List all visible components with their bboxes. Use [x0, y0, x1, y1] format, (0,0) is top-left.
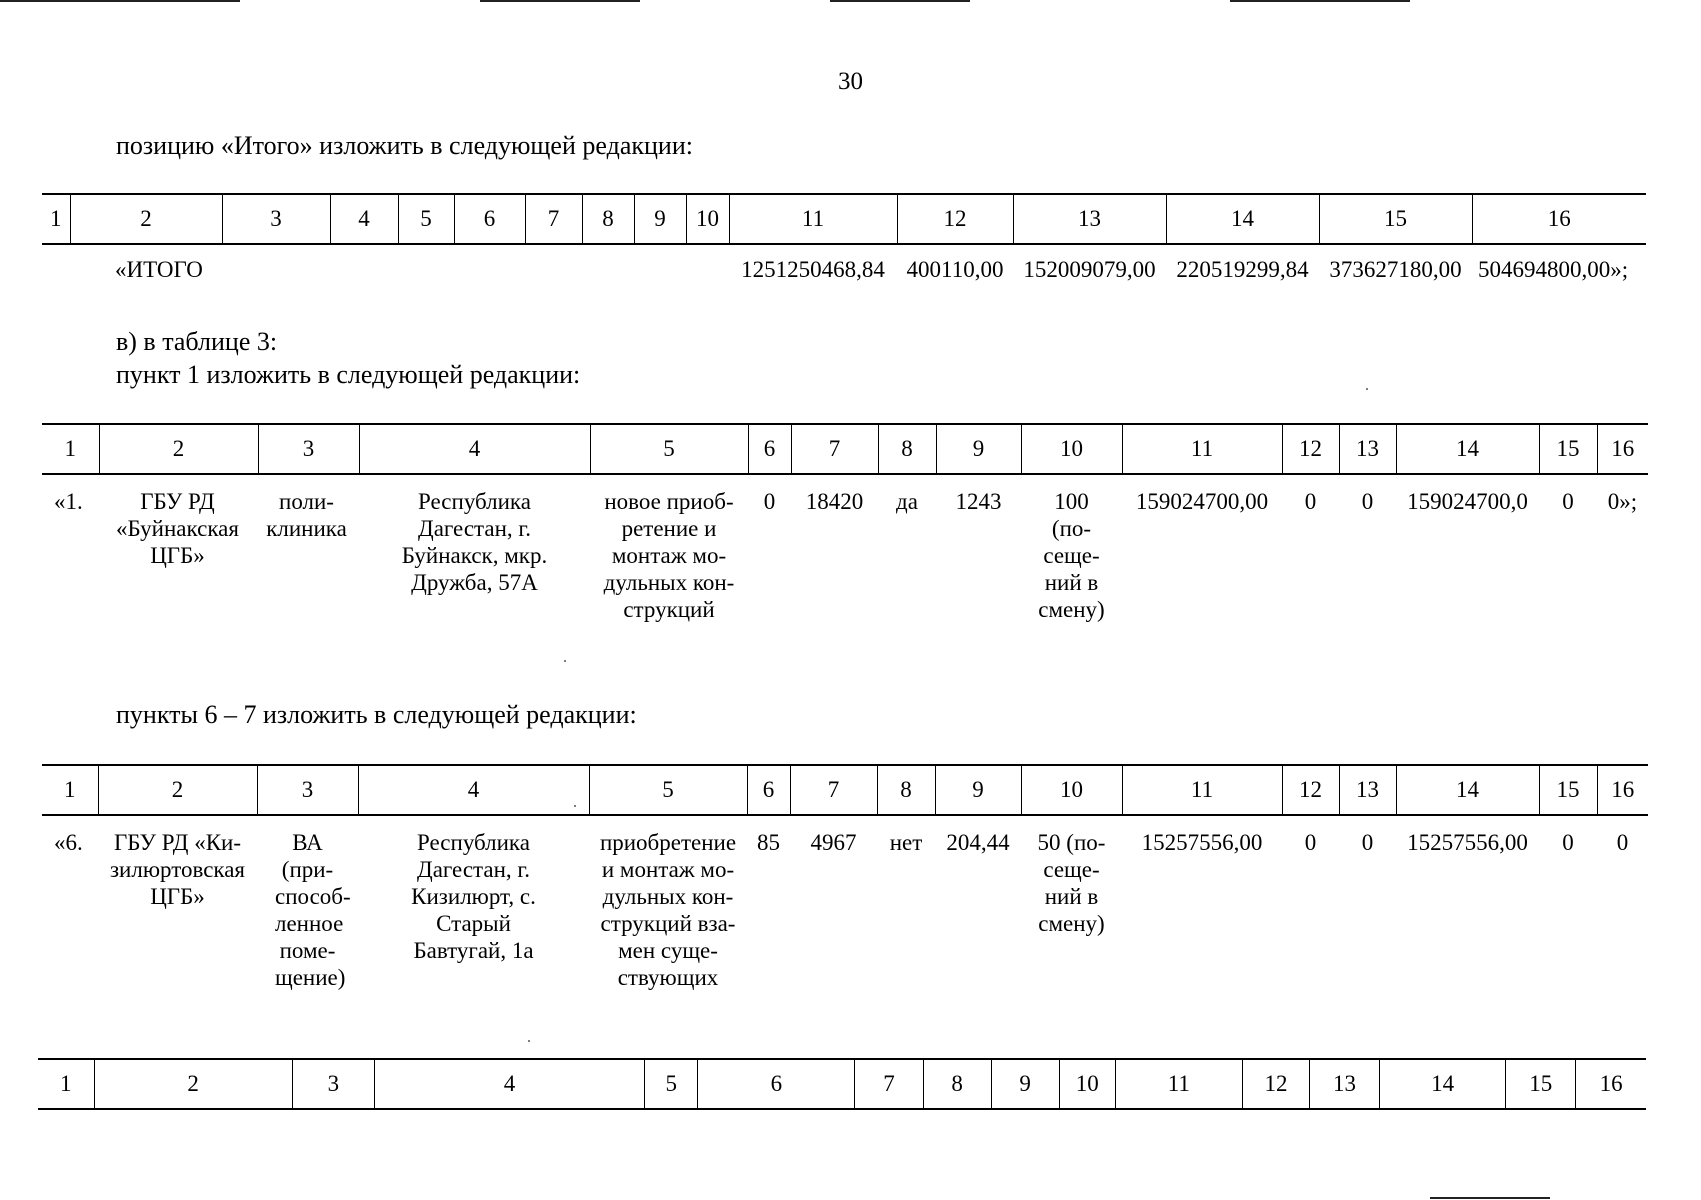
header-cell: 15 [1539, 424, 1597, 474]
data-cell: 0 [1304, 830, 1317, 855]
table-header-row [42, 765, 1648, 815]
header-cell: 16 [1597, 765, 1648, 815]
header-cell: 4 [374, 1059, 644, 1109]
header-cell: 15 [1506, 1059, 1576, 1109]
header-cell: 2 [99, 424, 258, 474]
data-cell: 152009079,00 [1023, 257, 1156, 282]
header-cell: 15 [1319, 194, 1472, 244]
table-continuation-header [38, 1058, 1646, 1110]
data-cell: 220519299,84 [1176, 257, 1309, 282]
data-cell: Республика Дагестан, г. Буйнакск, мкр. Дружба, 57А [401, 489, 548, 595]
data-cell: 204,44 [946, 830, 1010, 855]
data-cell: приобретение и монтаж мо- дульных кон- струкций вза- мен суще- ствующих [599, 830, 737, 990]
header-cell: 1 [38, 1059, 94, 1109]
header-cell: 4 [359, 424, 590, 474]
table-row [42, 244, 1646, 283]
header-cell: 13 [1339, 765, 1396, 815]
data-cell: 0 [763, 489, 776, 514]
scan-speck [528, 1040, 530, 1042]
header-cell: 10 [1021, 765, 1122, 815]
header-cell: 7 [791, 424, 878, 474]
data-cell: 0 [1361, 830, 1374, 855]
data-cell: 50 (по- сеще- ний в смену) [1037, 830, 1106, 936]
header-cell: 16 [1472, 194, 1646, 244]
header-cell: 1 [42, 194, 70, 244]
data-cell: «1. [54, 489, 83, 514]
header-cell: 3 [222, 194, 330, 244]
table-punkty67 [42, 764, 1648, 991]
data-cell: нет [889, 830, 923, 855]
data-cell: 18420 [805, 489, 864, 514]
header-cell: 1 [42, 765, 98, 815]
data-cell: 400110,00 [906, 257, 1004, 282]
header-cell: 13 [1013, 194, 1166, 244]
header-cell: 1 [42, 424, 99, 474]
header-cell: 2 [70, 194, 222, 244]
data-cell: 0 [1562, 489, 1574, 514]
header-cell: 10 [1021, 424, 1122, 474]
header-cell: 13 [1310, 1059, 1380, 1109]
table-header-row [42, 424, 1648, 474]
data-cell: 85 [757, 830, 780, 855]
header-cell: 2 [94, 1059, 292, 1109]
header-cell: 6 [747, 765, 790, 815]
header-cell: 14 [1380, 1059, 1506, 1109]
header-cell: 3 [292, 1059, 374, 1109]
paragraph-table3: в) в таблице 3: [116, 327, 278, 356]
header-cell: 8 [878, 424, 936, 474]
header-cell: 12 [1242, 1059, 1309, 1109]
data-cell: «6. [54, 830, 83, 855]
scan-artifact [480, 0, 640, 2]
header-cell: 11 [1122, 424, 1282, 474]
scan-artifact [0, 0, 240, 2]
data-cell: 0 [1562, 830, 1574, 855]
data-cell: 159024700,0 [1407, 489, 1528, 514]
scan-artifact [1430, 1197, 1550, 1199]
data-cell: ГБУ РД «Ки- зилюртовская ЦГБ» [109, 830, 246, 909]
paragraph-itogo: позицию «Итого» изложить в следующей редакции: [116, 131, 693, 160]
table-header-row [38, 1059, 1646, 1109]
header-cell: 3 [258, 424, 359, 474]
header-cell: 8 [877, 765, 935, 815]
header-cell: 5 [645, 1059, 698, 1109]
header-cell: 12 [1282, 765, 1339, 815]
data-cell: 0 [1361, 489, 1374, 514]
data-cell: Республика Дагестан, г. Кизилюрт, с. Старый Бавтугай, 1а [411, 830, 536, 963]
header-cell: 16 [1597, 424, 1648, 474]
table-row [42, 815, 1648, 991]
table-punkt1 [42, 423, 1648, 623]
data-cell: 15257556,00 [1141, 830, 1263, 855]
data-cell: 0»; [1607, 489, 1638, 514]
header-cell: 6 [698, 1059, 855, 1109]
header-cell: 11 [729, 194, 897, 244]
data-cell: 0 [1304, 489, 1317, 514]
data-cell: 15257556,00 [1407, 830, 1528, 855]
header-cell: 14 [1396, 765, 1539, 815]
data-cell: 373627180,00 [1329, 257, 1462, 282]
header-cell: 9 [634, 194, 686, 244]
header-cell: 8 [582, 194, 634, 244]
header-cell: 7 [855, 1059, 923, 1109]
header-cell: 12 [1282, 424, 1339, 474]
data-cell: 1243 [955, 489, 1002, 514]
header-cell: 15 [1539, 765, 1597, 815]
data-cell: ГБУ РД «Буйнакская ЦГБ» [116, 489, 239, 568]
scan-artifact [1230, 0, 1410, 2]
scan-speck [1366, 388, 1368, 390]
header-cell: 3 [257, 765, 358, 815]
header-cell: 2 [98, 765, 257, 815]
header-cell: 16 [1576, 1059, 1646, 1109]
header-cell: 11 [1122, 765, 1282, 815]
header-cell: 5 [590, 424, 748, 474]
header-cell: 12 [897, 194, 1013, 244]
header-cell: 14 [1396, 424, 1539, 474]
paragraph-punkt1: пункт 1 изложить в следующей редакции: [116, 360, 581, 389]
paragraph-punkty67: пункты 6 – 7 изложить в следующей редакции: [116, 700, 637, 729]
header-cell: 4 [330, 194, 398, 244]
header-cell: 8 [923, 1059, 991, 1109]
page-number: 30 [838, 68, 863, 95]
header-cell: 11 [1115, 1059, 1242, 1109]
header-cell: 6 [454, 194, 525, 244]
data-cell: 504694800,00»; [1478, 257, 1629, 282]
data-cell: да [896, 489, 918, 514]
header-cell: 10 [686, 194, 729, 244]
header-cell: 13 [1339, 424, 1396, 474]
data-cell: поли- клиника [266, 489, 347, 541]
header-cell: 6 [748, 424, 791, 474]
header-cell: 14 [1166, 194, 1319, 244]
scan-speck [564, 660, 566, 662]
header-cell: 10 [1059, 1059, 1115, 1109]
data-cell: 100 (по- сеще- ний в смену) [1038, 489, 1105, 622]
header-cell: 9 [935, 765, 1021, 815]
itogo-label: «ИТОГО [115, 257, 203, 282]
table-itogo [42, 193, 1646, 283]
header-cell: 9 [991, 1059, 1059, 1109]
header-cell: 5 [589, 765, 747, 815]
data-cell: 0 [1616, 830, 1629, 855]
data-cell: 159024700,00 [1135, 489, 1269, 514]
data-cell: новое приоб- ретение и монтаж мо- дульных кон- струкций [603, 489, 735, 622]
scan-artifact [830, 0, 970, 2]
header-cell: 9 [936, 424, 1021, 474]
table-header-row [42, 194, 1646, 244]
header-cell: 5 [398, 194, 454, 244]
data-cell: 4967 [810, 830, 857, 855]
data-cell: 1251250468,84 [741, 257, 885, 282]
header-cell: 7 [525, 194, 582, 244]
table-row [42, 474, 1648, 623]
header-cell: 4 [358, 765, 589, 815]
data-cell: ВА (при- способ- ленное поме- щение) [275, 830, 351, 990]
header-cell: 7 [790, 765, 877, 815]
